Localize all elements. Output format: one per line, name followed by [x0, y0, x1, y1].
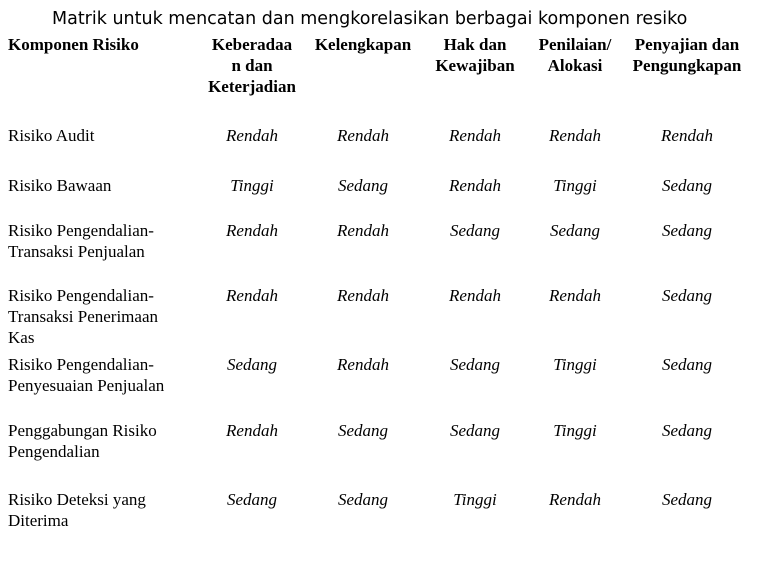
risk-level-cell: Rendah — [449, 176, 501, 195]
risk-level-cell: Sedang — [661, 286, 713, 305]
risk-level-cell: Tinggi — [553, 176, 597, 195]
row-label: Risiko Deteksi yang Diterima — [8, 490, 146, 530]
risk-level-cell: Sedang — [549, 221, 601, 240]
risk-level-cell: Rendah — [337, 126, 389, 145]
risk-level-cell: Sedang — [337, 176, 389, 195]
risk-level-cell: Rendah — [226, 286, 278, 305]
risk-level-cell: Rendah — [226, 221, 278, 240]
column-header: Hak dan Kewajiban — [435, 35, 515, 75]
risk-level-cell: Tinggi — [553, 355, 597, 374]
risk-level-cell: Tinggi — [230, 176, 274, 195]
risk-level-cell: Sedang — [661, 355, 713, 374]
risk-level-cell: Sedang — [337, 490, 389, 509]
row-label: Risiko Pengendalian- Transaksi Penjualan — [8, 221, 154, 261]
risk-level-cell: Rendah — [337, 221, 389, 240]
risk-level-cell: Sedang — [449, 221, 501, 240]
risk-level-cell: Rendah — [337, 355, 389, 374]
risk-level-cell: Sedang — [449, 355, 501, 374]
column-header: Kelengkapan — [314, 35, 412, 54]
risk-level-cell: Sedang — [337, 421, 389, 440]
risk-level-cell: Rendah — [449, 286, 501, 305]
risk-level-cell: Sedang — [226, 490, 278, 509]
risk-level-cell: Sedang — [661, 176, 713, 195]
risk-level-cell: Sedang — [449, 421, 501, 440]
row-label: Risiko Pengendalian- Transaksi Penerimaan Kas — [8, 286, 158, 347]
column-header: Komponen Risiko — [8, 35, 139, 54]
risk-level-cell: Sedang — [661, 490, 713, 509]
risk-level-cell: Rendah — [337, 286, 389, 305]
risk-level-cell: Rendah — [549, 126, 601, 145]
risk-level-cell: Sedang — [661, 421, 713, 440]
risk-level-cell: Sedang — [226, 355, 278, 374]
risk-level-cell: Tinggi — [553, 421, 597, 440]
row-label: Risiko Pengendalian- Penyesuaian Penjualan — [8, 355, 165, 395]
risk-level-cell: Rendah — [449, 126, 501, 145]
row-label: Penggabungan Risiko Pengendalian — [8, 421, 157, 461]
page-title: Matrik untuk mencatan dan mengkorelasikan berbagai komponen resiko — [52, 9, 688, 29]
risk-level-cell: Rendah — [226, 126, 278, 145]
column-header: Penyajian dan Pengungkapan — [632, 35, 742, 75]
risk-level-cell: Sedang — [661, 221, 713, 240]
risk-level-cell: Tinggi — [453, 490, 497, 509]
risk-level-cell: Rendah — [549, 490, 601, 509]
risk-level-cell: Rendah — [661, 126, 713, 145]
risk-level-cell: Rendah — [226, 421, 278, 440]
risk-level-cell: Rendah — [549, 286, 601, 305]
row-label: Risiko Bawaan — [8, 176, 112, 195]
column-header: Penilaian/ Alokasi — [538, 35, 612, 75]
row-label: Risiko Audit — [8, 126, 95, 145]
column-header: Keberadaa n dan Keterjadian — [208, 35, 296, 96]
